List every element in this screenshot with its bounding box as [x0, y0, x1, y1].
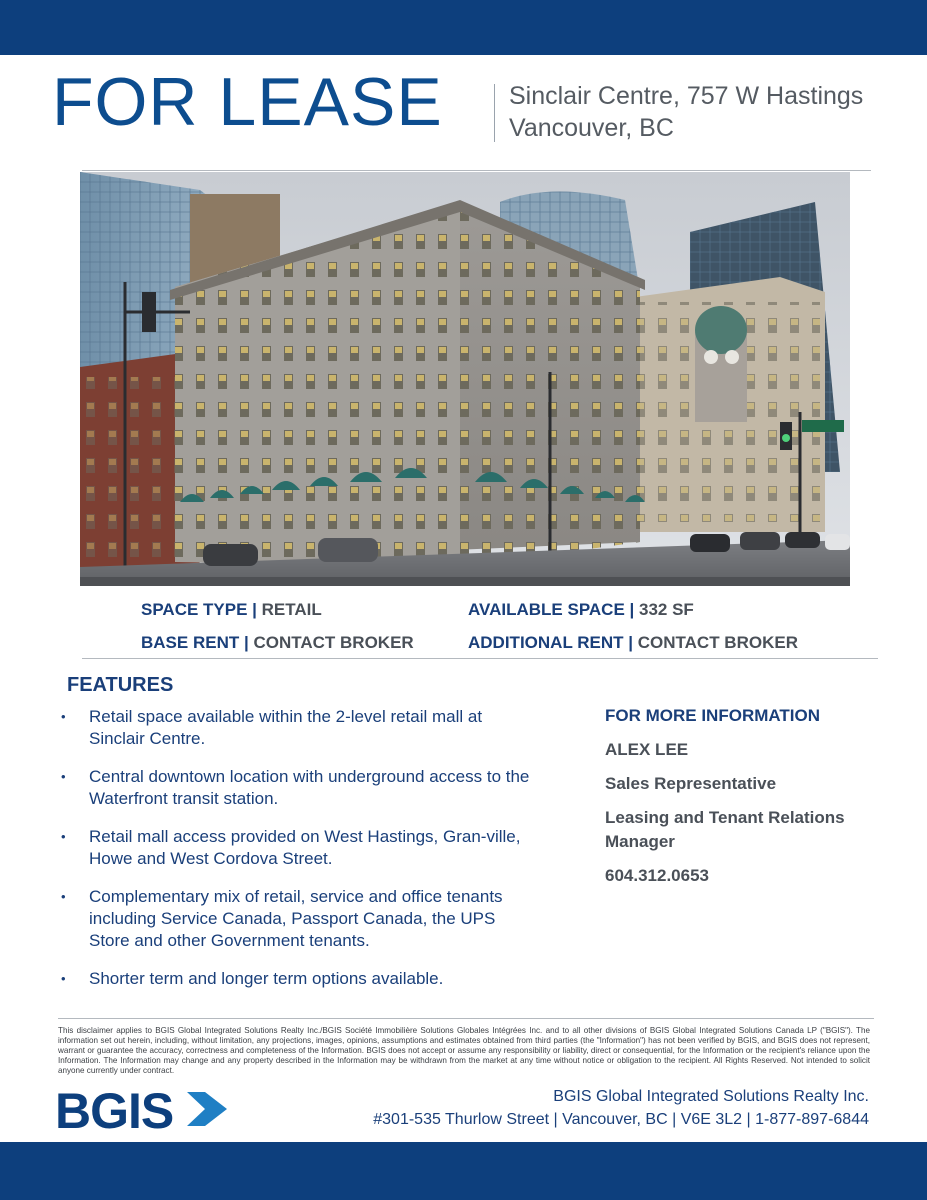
- additional-rent-value: CONTACT BROKER: [637, 633, 798, 652]
- contact-title-2: Leasing and Tenant Relations Manager: [605, 808, 845, 851]
- spec-additional-rent: [468, 633, 798, 653]
- space-type-value: RETAIL: [261, 600, 322, 619]
- base-rent-label: BASE RENT |: [141, 633, 249, 652]
- feature-text: Shorter term and longer term options available.: [89, 969, 444, 988]
- specs-rule: [82, 658, 878, 659]
- space-type-label: SPACE TYPE |: [141, 600, 257, 619]
- company-info: [373, 1085, 869, 1131]
- contact-title-1: Sales Representative: [605, 774, 777, 793]
- building-photo: [80, 172, 850, 586]
- available-space-label: AVAILABLE SPACE |: [468, 600, 635, 619]
- spec-base-rent: [141, 633, 414, 653]
- available-space-value: 332 SF: [639, 600, 694, 619]
- list-item: [60, 826, 540, 870]
- bullet-icon: •: [61, 769, 66, 784]
- contact-heading: FOR MORE INFORMATION: [605, 706, 820, 725]
- base-rent-value: CONTACT BROKER: [253, 633, 414, 652]
- property-address: [509, 80, 863, 144]
- list-item: [60, 886, 540, 952]
- disclaimer-rule: [58, 1018, 874, 1019]
- bullet-icon: •: [61, 889, 66, 904]
- feature-text: Central downtown location with underground access to the Waterfront transit station.: [89, 767, 530, 808]
- bullet-icon: •: [61, 829, 66, 844]
- contact-name: ALEX LEE: [605, 740, 689, 759]
- disclaimer-text: This disclaimer applies to BGIS Global Integrated Solutions Realty Inc./BGIS Société Immobilière Solutions Globales Intégrées Inc. and to all other divisions of BGIS Global Integrated Solutions Canada LP ("BGIS"). The information set out herein, including, without limitation, any projections, images, opinions, assumptions and estimates obtained from third parties (the "Information") has not been verified by BGIS, and BGIS does not represent, warrant or guarantee the accuracy, correctness and completeness of the Information. BGIS does not accept or assume any responsibility or liability, direct or consequential, for the Information or the recipient's reliance upon the Information. The Information may change and any property described in the Information may be withdrawn from the market at any time without notice or obligation to the recipient. All Rights Reserved. Not intended to solicit anyone currently under contract.: [58, 1026, 870, 1075]
- feature-text: Retail mall access provided on West Hastings, Gran-ville, Howe and West Cordova Street.: [89, 827, 521, 868]
- bullet-icon: •: [61, 709, 66, 724]
- spec-available-space: [468, 600, 694, 620]
- address-line-2: Vancouver, BC: [509, 114, 674, 142]
- bullet-icon: •: [61, 971, 66, 986]
- list-item: [60, 968, 540, 990]
- bottom-band: [0, 1142, 927, 1200]
- top-band: [0, 0, 927, 55]
- contact-phone[interactable]: 604.312.0653: [605, 866, 709, 885]
- header-rule: [82, 170, 871, 171]
- feature-text: Complementary mix of retail, service and office tenants including Service Canada, Passport Canada, the UPS Store and other Government tenants.: [89, 887, 503, 950]
- features-list: [60, 706, 540, 1006]
- bgis-logo: [55, 1086, 230, 1132]
- list-item: [60, 706, 540, 750]
- list-item: [60, 766, 540, 810]
- spec-space-type: [141, 600, 322, 620]
- company-name: BGIS Global Integrated Solutions Realty Inc.: [553, 1088, 869, 1105]
- contact-block: [605, 706, 895, 898]
- feature-text: Retail space available within the 2-level retail mall at Sinclair Centre.: [89, 707, 483, 748]
- svg-text:BGIS: BGIS: [55, 1086, 174, 1132]
- address-line-1: Sinclair Centre, 757 W Hastings: [509, 82, 864, 110]
- additional-rent-label: ADDITIONAL RENT |: [468, 633, 633, 652]
- page-title: FOR LEASE: [52, 64, 443, 140]
- company-address: #301-535 Thurlow Street | Vancouver, BC | V6E 3L2 | 1-877-897-6844: [373, 1111, 869, 1128]
- features-heading: FEATURES: [67, 674, 174, 696]
- title-divider: [494, 84, 495, 142]
